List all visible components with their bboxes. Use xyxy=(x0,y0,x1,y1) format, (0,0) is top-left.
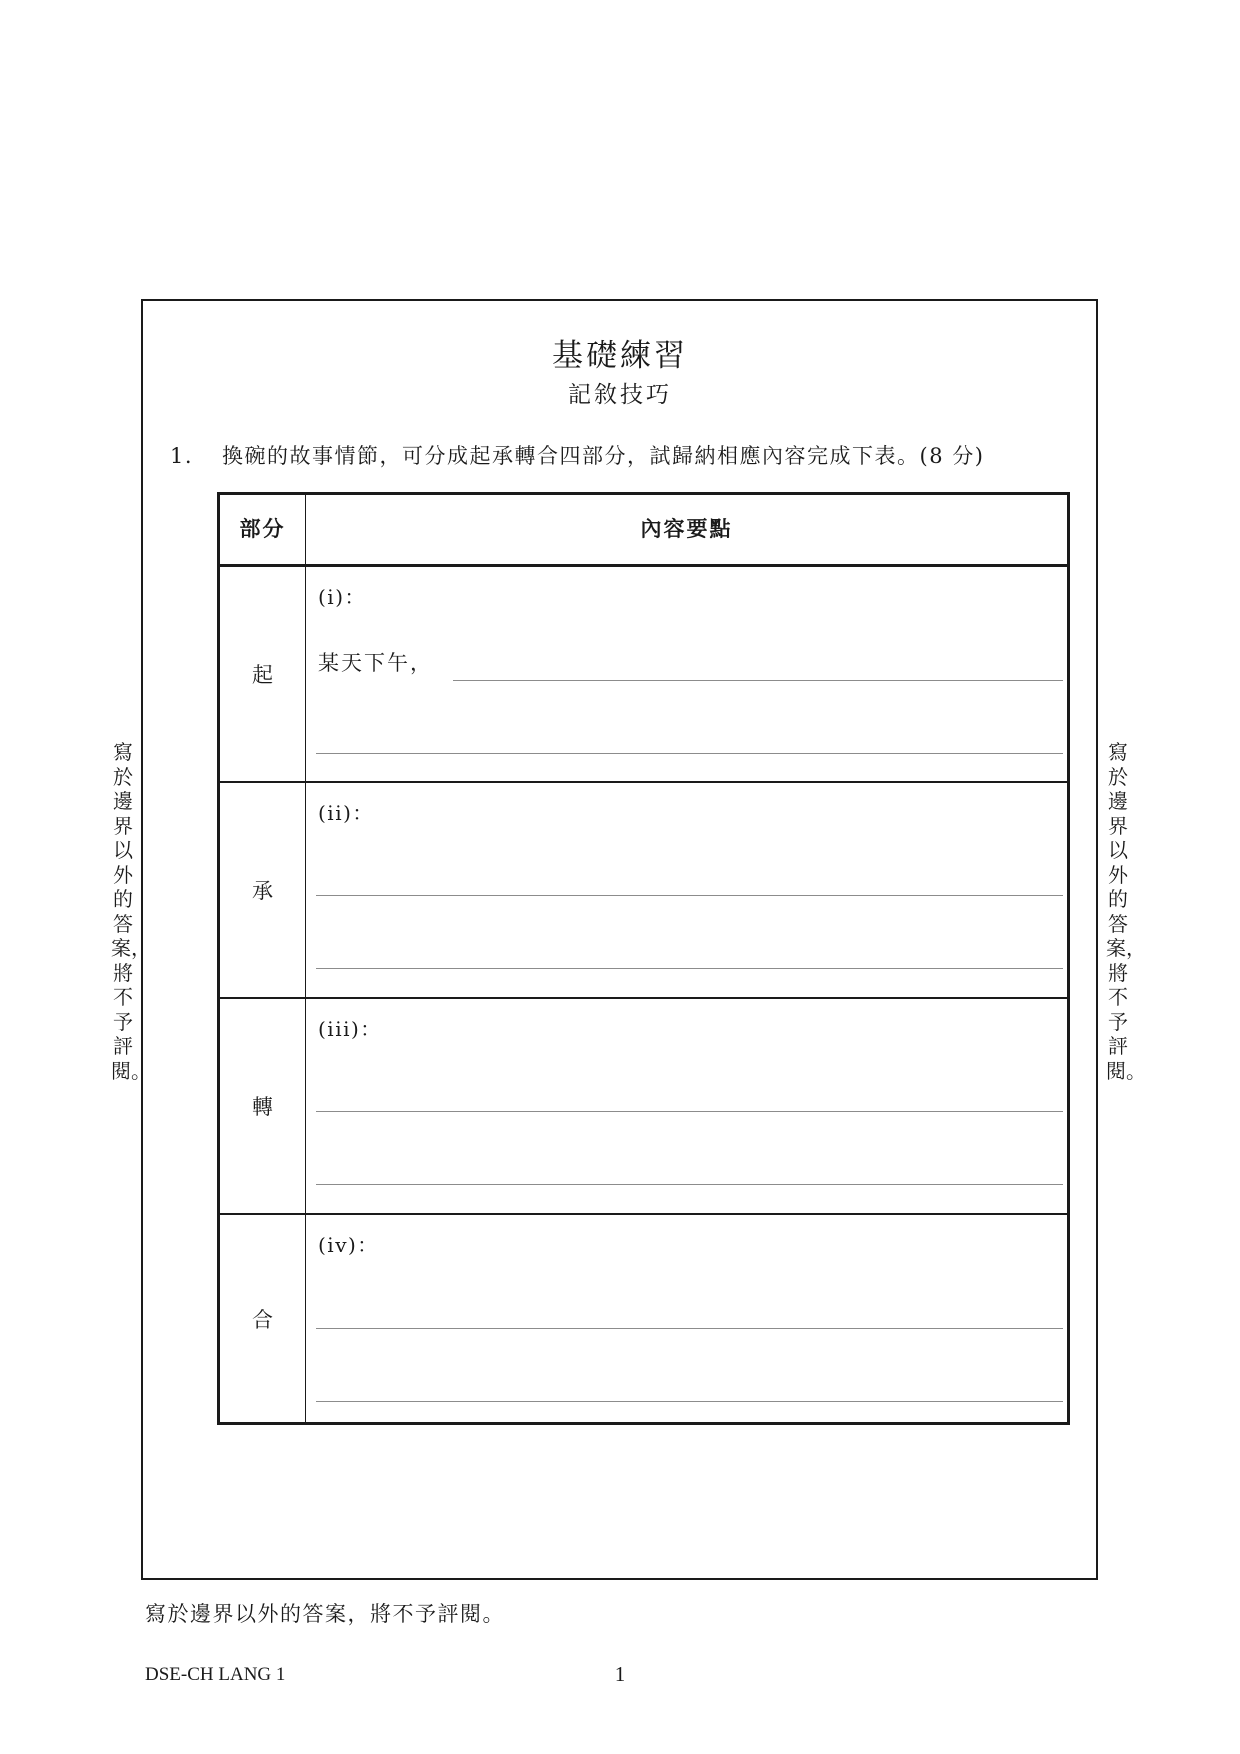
question-text: 換碗的故事情節，可分成起承轉合四部分，試歸納相應內容完成下表。(8 分) xyxy=(222,444,985,468)
table-row-he xyxy=(220,1215,1067,1422)
part-label: 承 xyxy=(252,879,273,903)
header-part: 部分 xyxy=(239,517,286,541)
margin-note-left: 寫於邊界以外的答案，將不予評閱。 xyxy=(111,740,151,1083)
table-row-qi xyxy=(220,567,1067,783)
table-row-cheng xyxy=(220,783,1067,999)
item-label: (iii)： xyxy=(318,1017,382,1041)
answer-line[interactable] xyxy=(316,968,1063,969)
question-number: 1. xyxy=(170,444,194,468)
header-content: 內容要點 xyxy=(640,517,733,541)
lead-text: 某天下午， xyxy=(318,651,433,675)
part-label: 轉 xyxy=(252,1095,273,1119)
page-title: 基礎練習 xyxy=(552,338,688,374)
plot-table xyxy=(217,492,1070,1425)
part-label: 合 xyxy=(252,1307,273,1332)
answer-line[interactable] xyxy=(316,1111,1063,1112)
answer-line[interactable] xyxy=(316,1328,1063,1329)
paper-code: DSE-CH LANG 1 xyxy=(145,1664,286,1685)
margin-note-right: 寫於邊界以外的答案，將不予評閱。 xyxy=(1106,740,1146,1083)
table-row-zhuan xyxy=(220,999,1067,1215)
margin-note-bottom: 寫於邊界以外的答案，將不予評閱。 xyxy=(145,1602,505,1626)
answer-line[interactable] xyxy=(316,895,1063,896)
answer-line[interactable] xyxy=(316,753,1063,754)
page-number: 1 xyxy=(614,1662,626,1686)
answer-line[interactable] xyxy=(316,1184,1063,1185)
item-label: (i)： xyxy=(318,585,367,609)
item-label: (ii)： xyxy=(318,801,374,825)
answer-line[interactable] xyxy=(453,680,1063,681)
part-label: 起 xyxy=(252,663,273,687)
answer-line[interactable] xyxy=(316,1401,1063,1402)
question-1 xyxy=(170,440,984,470)
page-subtitle: 記敘技巧 xyxy=(568,382,672,408)
table-header xyxy=(220,495,1067,567)
item-label: (iv)： xyxy=(318,1233,379,1257)
